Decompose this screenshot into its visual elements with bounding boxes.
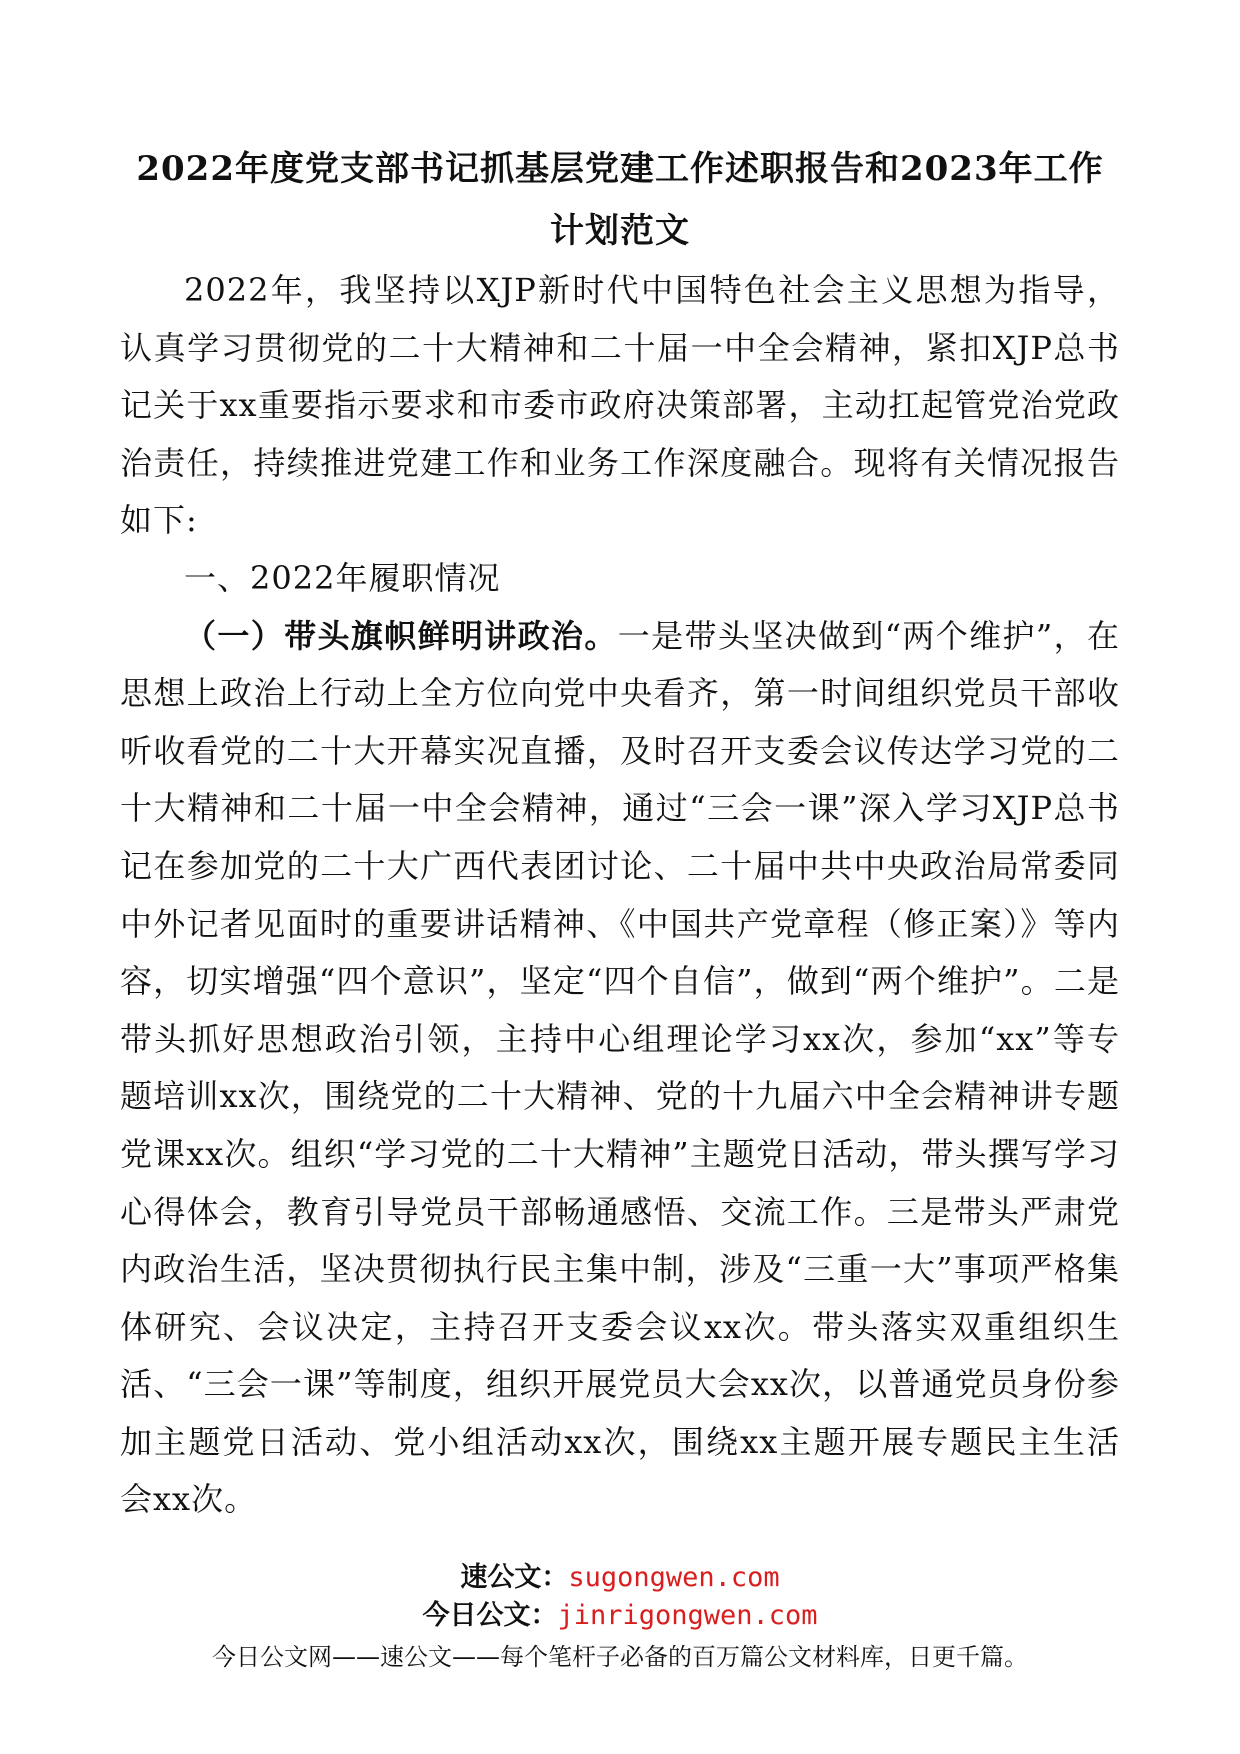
section-heading: 一、2022年履职情况 <box>184 558 501 597</box>
footer-sugongwen-label: 速公文： <box>460 1562 569 1593</box>
subsection-heading: （一）带头旗帜鲜明讲政治。 <box>184 616 618 655</box>
footer-jinrigongwen <box>120 1598 1120 1634</box>
intro-paragraph: 2022年，我坚持以XJP新时代中国特色社会主义思想为指导，认真学习贯彻党的二十大精神和二十届一中全会精神，紧扣XJP总书记关于xx重要指示要求和市委市政府决策部署，主动扛起管党治党政治责任，持续推进党建工作和业务工作深度融合。现将有关情况报告如下: <box>120 271 1120 540</box>
footer-tagline: 今日公文网——速公文——每个笔杆子必备的百万篇公文材料库，日更千篇。 <box>212 1643 1028 1671</box>
footer-sugongwen <box>120 1560 1120 1596</box>
footer-sugongwen-link[interactable]: sugongwen.com <box>568 1562 780 1593</box>
footer-jinrigongwen-label: 今日公文： <box>422 1600 558 1631</box>
subsection-body: 一是带头坚决做到“两个维护”，在思想上政治上行动上全方位向党中央看齐，第一时间组织党员干部收听收看党的二十大开幕实况直播，及时召开支委会议传达学习党的二十大精神和二十届一中全会精神，通过“三会一课”深入学习XJP总书记在参加党的二十大广西代表团讨论、二十届中共中央政治局常委同中外记者见面时的重要讲话精神、《中国共产党章程（修正案）》等内容，切实增强“四个意识”，坚定“四个自信”，做到“两个维护”。二是带头抓好思想政治引领，主持中心组理论学习xx次，参加“xx”等专题培训xx次，围绕党的二十大精神、党的十九届六中全会精神讲专题党课xx次。组织“学习党的二十大精神”主题党日活动，带头撰写学习心得体会，教育引导党员干部畅通感悟、交流工作。三是带头严肃党内政治生活，坚决贯彻执行民主集中制，涉及“三重一大”事项严格集体研究、会议决定，主持召开支委会议xx次。带头落实双重组织生活、“三会一课”等制度，组织开展党员大会xx次，以普通党员身份参加主题党日活动、党小组活动xx次，围绕xx主题开展专题民主生活会xx次。 <box>120 616 1120 1519</box>
footer-jinrigongwen-link[interactable]: jinrigongwen.com <box>557 1600 818 1631</box>
subsection-paragraph <box>120 608 1120 1530</box>
document-body <box>120 262 1120 1529</box>
document-title: 2022年度党支部书记抓基层党建工作述职报告和2023年工作计划范文 <box>136 149 1104 251</box>
